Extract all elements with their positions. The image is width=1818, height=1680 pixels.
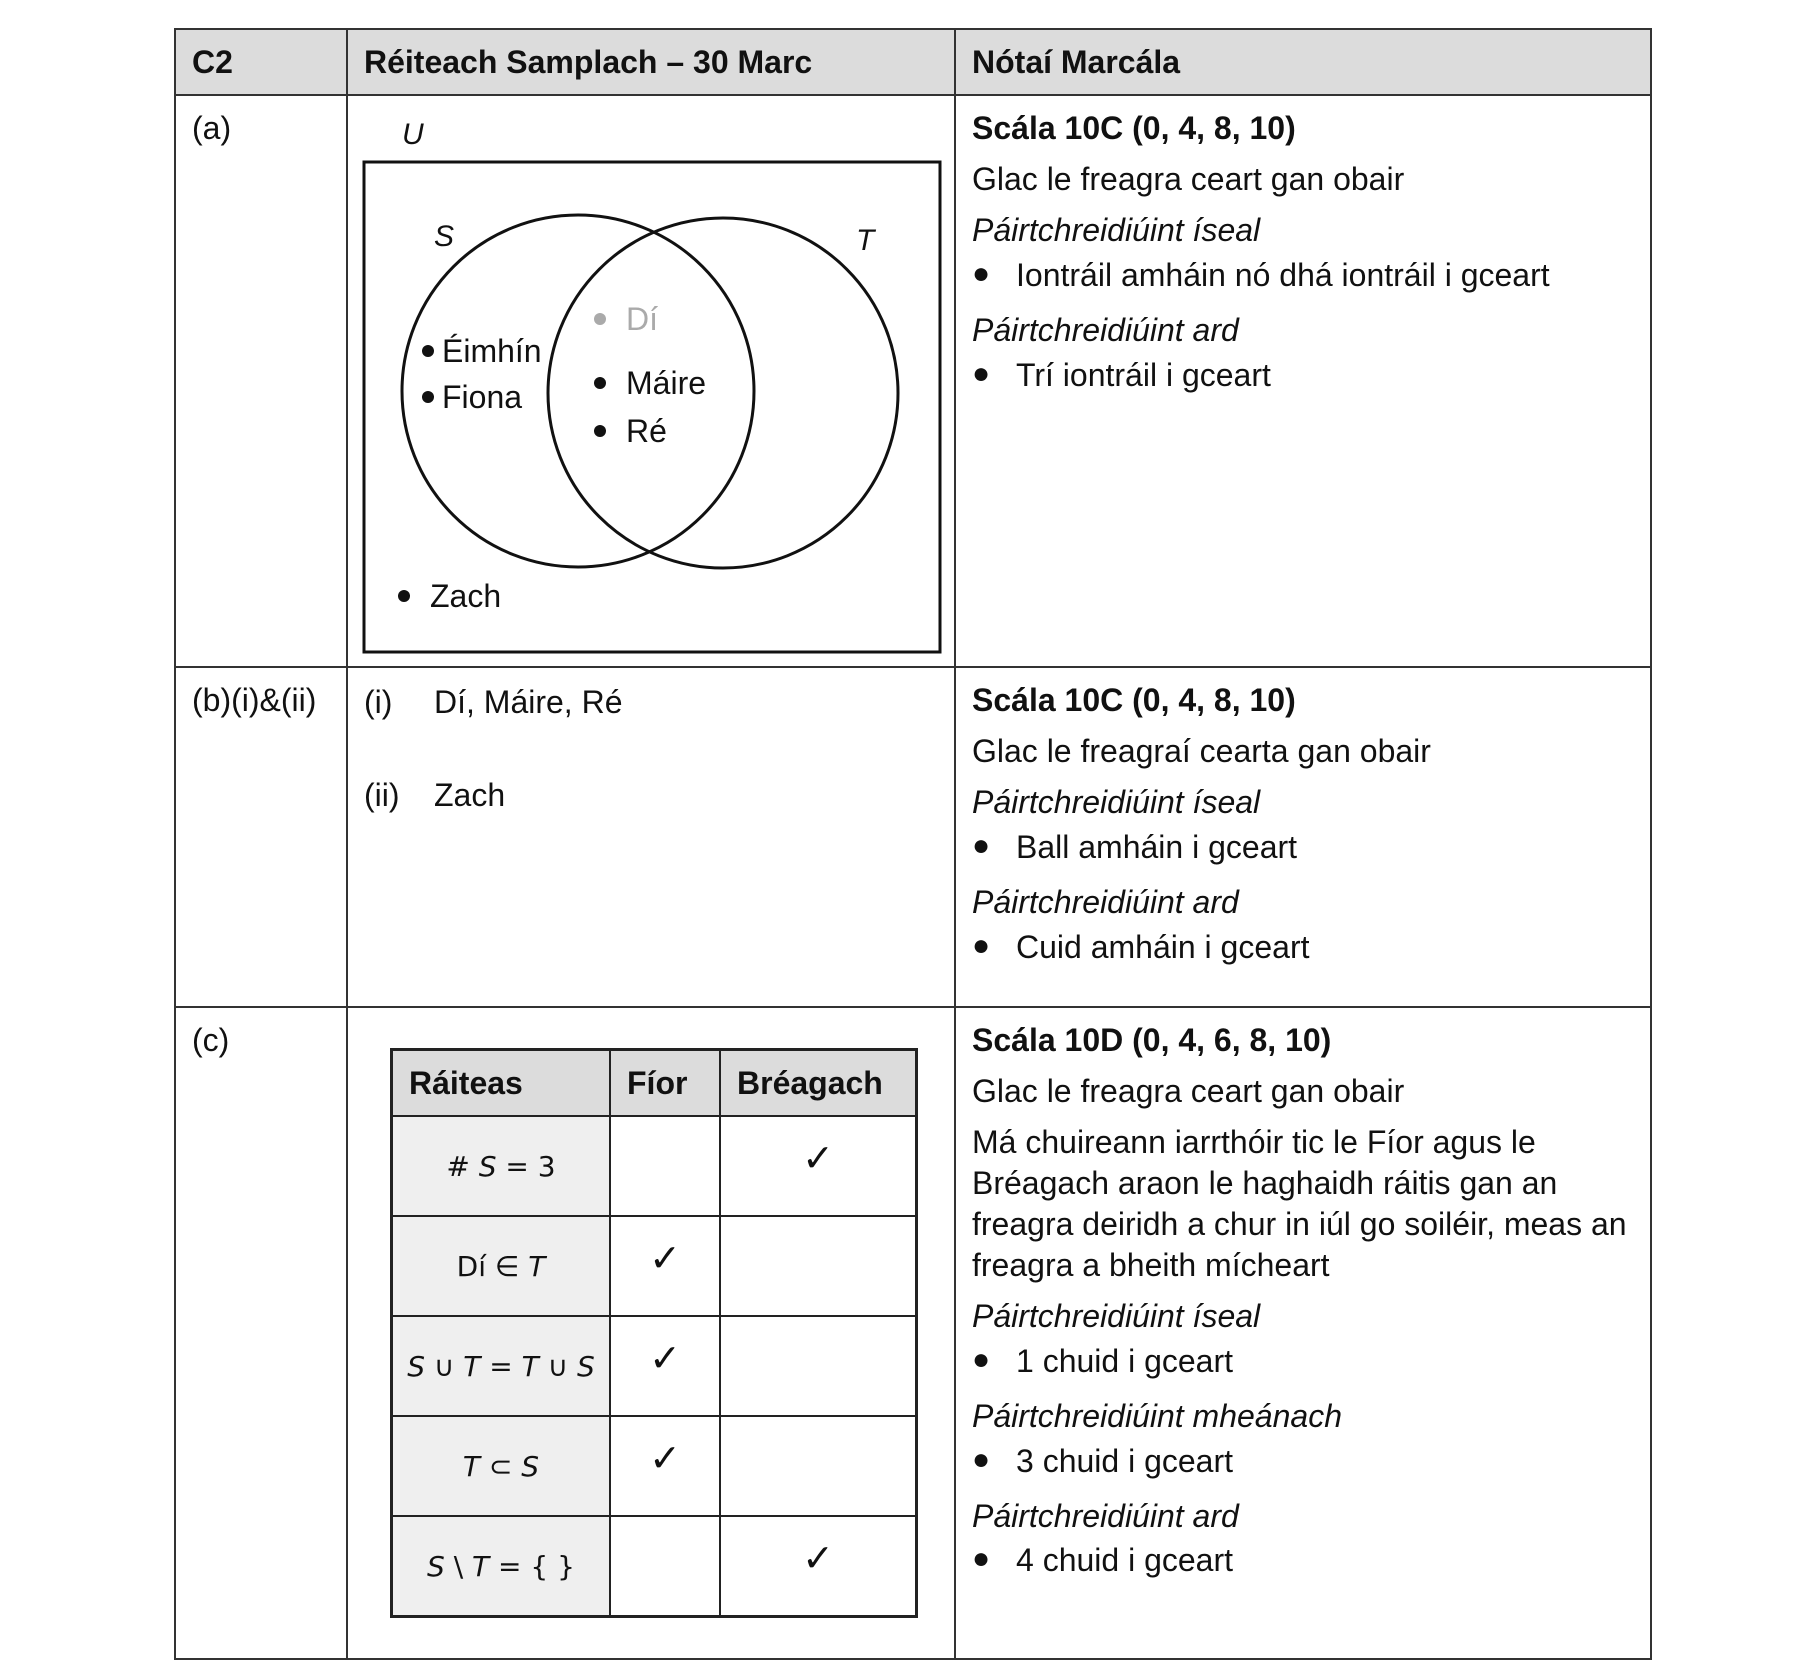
set-t-circle xyxy=(548,218,898,568)
marking-notes-b xyxy=(956,668,1650,994)
scale-title: Scála 10D (0, 4, 6, 8, 10) xyxy=(972,1022,1332,1058)
bullet-item xyxy=(972,1540,1634,1581)
statement-row xyxy=(392,1316,917,1416)
check-icon: ✓ xyxy=(649,1236,681,1280)
element-eimhin: Éimhín xyxy=(442,333,542,369)
statement-row xyxy=(392,1116,917,1216)
false-cell xyxy=(720,1116,917,1216)
statement-cell: # S = 3 xyxy=(392,1116,611,1216)
scale-title: Scála 10C (0, 4, 8, 10) xyxy=(972,110,1296,146)
true-cell xyxy=(610,1416,720,1516)
partial-high-item: Trí iontráil i gceart xyxy=(1016,356,1271,393)
answer-text: Dí, Máire, Ré xyxy=(434,684,623,720)
element-dot xyxy=(594,425,606,437)
statement-cell: S \ T = { } xyxy=(392,1516,611,1617)
bullet-icon: ● xyxy=(972,1342,991,1376)
statement-header-row xyxy=(392,1050,917,1117)
element-dot xyxy=(422,345,434,357)
true-cell xyxy=(610,1516,720,1617)
true-cell xyxy=(610,1116,720,1216)
false-cell xyxy=(720,1516,917,1617)
element-re: Ré xyxy=(626,413,667,449)
row-a xyxy=(175,95,1651,667)
header-question: C2 xyxy=(175,29,347,95)
partial-low-title: Páirtchreidiúint íseal xyxy=(972,1297,1261,1334)
header-statement: Ráiteas xyxy=(392,1050,611,1117)
header-false: Bréagach xyxy=(720,1050,917,1117)
element-zach: Zach xyxy=(430,578,502,614)
statement-row xyxy=(392,1516,917,1617)
question-label-c: (c) xyxy=(192,1022,230,1058)
header-row xyxy=(175,29,1651,95)
question-label-a: (a) xyxy=(192,110,232,146)
answer-text: Zach xyxy=(434,777,506,813)
statement-table xyxy=(390,1048,918,1618)
partial-mid-item: 3 chuid i gceart xyxy=(1016,1442,1234,1479)
partial-low-title: Páirtchreidiúint íseal xyxy=(972,211,1261,248)
element-fiona: Fiona xyxy=(442,379,523,415)
element-maire: Máire xyxy=(626,365,707,401)
header-marking-notes: Nótaí Marcála xyxy=(955,29,1651,95)
row-b xyxy=(175,667,1651,1007)
statement-row xyxy=(392,1416,917,1516)
partial-high-title: Páirtchreidiúint ard xyxy=(972,1497,1239,1534)
accept-note: Glac le freagra ceart gan obair xyxy=(972,1072,1405,1109)
check-icon: ✓ xyxy=(649,1336,681,1380)
partial-high-item: 4 chuid i gceart xyxy=(1016,1542,1234,1579)
element-dot xyxy=(594,377,606,389)
bullet-icon: ● xyxy=(972,828,991,862)
rule-note: Má chuireann iarrthóir tic le Fíor agus le Bréagach araon le haghaidh ráitis gan an freagra deiridh a chur in iúl go soiléir, meas an freagra a bheith mícheart xyxy=(972,1123,1627,1283)
statement-table-wrap xyxy=(348,1008,954,1618)
check-icon: ✓ xyxy=(802,1536,834,1580)
partial-high-title: Páirtchreidiúint ard xyxy=(972,311,1239,348)
check-icon: ✓ xyxy=(649,1436,681,1480)
bullet-item xyxy=(972,927,1634,968)
marking-notes-a xyxy=(956,96,1650,422)
scale-title: Scála 10C (0, 4, 8, 10) xyxy=(972,682,1296,718)
false-cell xyxy=(720,1316,917,1416)
header-sample-solution: Réiteach Samplach – 30 Marc xyxy=(347,29,955,95)
element-dot xyxy=(398,590,410,602)
bullet-item xyxy=(972,1341,1634,1382)
answer-item xyxy=(364,684,938,721)
partial-high-item: Cuid amháin i gceart xyxy=(1016,928,1310,965)
partial-low-item: Iontráil amháin nó dhá iontráil i gceart xyxy=(1016,256,1550,293)
element-dot xyxy=(422,391,434,403)
answer-list-b xyxy=(348,668,954,886)
bullet-icon: ● xyxy=(972,256,991,290)
bullet-icon: ● xyxy=(972,356,991,390)
partial-low-item: 1 chuid i gceart xyxy=(1016,1342,1234,1379)
true-cell xyxy=(610,1316,720,1416)
partial-low-title: Páirtchreidiúint íseal xyxy=(972,783,1261,820)
marking-scheme-sheet xyxy=(174,28,1650,1660)
statement-row xyxy=(392,1216,917,1316)
bullet-icon: ● xyxy=(972,928,991,962)
universe-label: U xyxy=(402,118,424,151)
bullet-icon: ● xyxy=(972,1442,991,1476)
element-dot-faded xyxy=(594,313,606,325)
header-true: Fíor xyxy=(610,1050,720,1117)
element-di: Dí xyxy=(626,301,658,337)
set-t-label: T xyxy=(856,224,875,257)
marking-notes-c xyxy=(956,1008,1650,1607)
accept-note: Glac le freagraí cearta gan obair xyxy=(972,732,1431,769)
answer-number: (ii) xyxy=(364,777,400,813)
marking-scheme-table xyxy=(174,28,1652,1660)
set-s-label: S xyxy=(434,220,455,253)
false-cell xyxy=(720,1216,917,1316)
answer-item xyxy=(364,777,938,814)
bullet-item xyxy=(972,827,1634,868)
statement-cell: S ∪ T = T ∪ S xyxy=(392,1316,611,1416)
accept-note: Glac le freagra ceart gan obair xyxy=(972,160,1405,197)
statement-cell: T ⊂ S xyxy=(392,1416,611,1516)
statement-cell: Dí ∈ T xyxy=(392,1216,611,1316)
venn-diagram xyxy=(348,96,956,666)
bullet-item xyxy=(972,1441,1634,1482)
partial-mid-title: Páirtchreidiúint mheánach xyxy=(972,1397,1342,1434)
check-icon: ✓ xyxy=(802,1136,834,1180)
question-label-b: (b)(i)&(ii) xyxy=(192,682,317,718)
bullet-item xyxy=(972,355,1634,396)
partial-low-item: Ball amháin i gceart xyxy=(1016,828,1298,865)
partial-high-title: Páirtchreidiúint ard xyxy=(972,883,1239,920)
answer-number: (i) xyxy=(364,684,393,720)
bullet-item xyxy=(972,255,1634,296)
false-cell xyxy=(720,1416,917,1516)
true-cell xyxy=(610,1216,720,1316)
bullet-icon: ● xyxy=(972,1542,991,1576)
row-c xyxy=(175,1007,1651,1659)
